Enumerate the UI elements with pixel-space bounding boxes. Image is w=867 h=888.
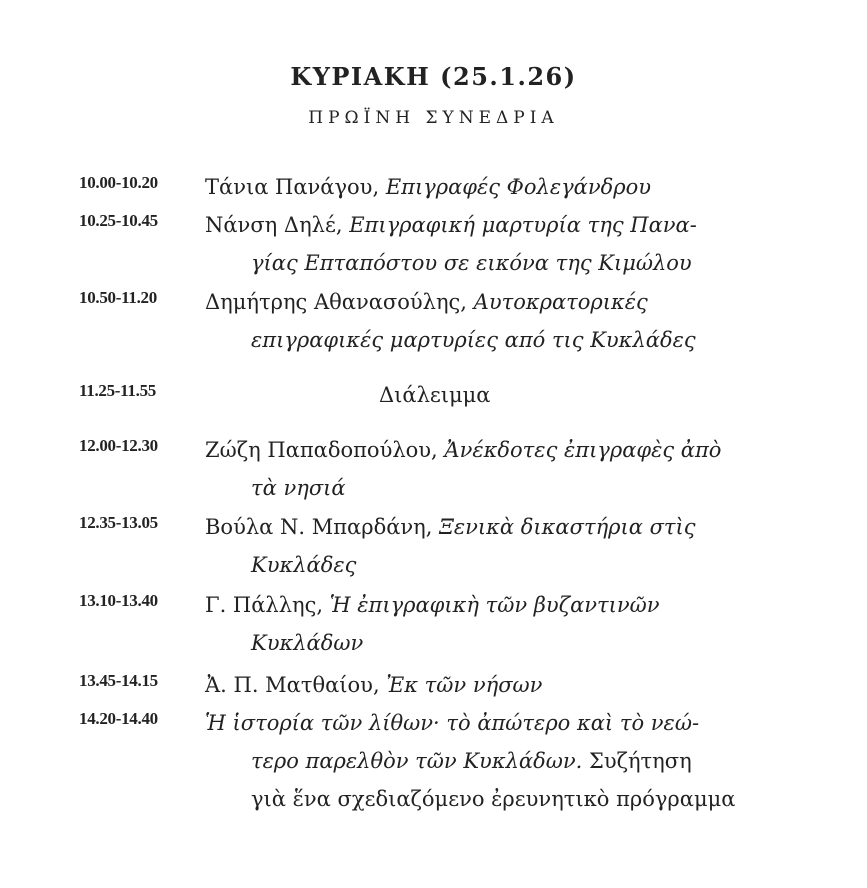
talk-title: Ἐκ τῶν νήσων (386, 673, 543, 697)
speaker-name: Τάνια Πανάγου, (205, 175, 380, 199)
time-slot: 11.25-11.55 (79, 381, 156, 400)
time-slot: 12.35-13.05 (79, 513, 158, 532)
speaker-name: Νάνση Δηλέ, (205, 213, 343, 237)
talk-title-continuation: γίας Επταπόστου σε εικόνα της Κιμώλου (251, 251, 692, 275)
speaker-name: Βούλα Ν. Μπαρδάνη, (205, 515, 433, 539)
talk-entry (205, 431, 785, 507)
talk-title-continuation: επιγραφικές μαρτυρίες από τις Κυκλάδες (251, 328, 696, 352)
talk-title: Ἡ ἱστορία τῶν λίθων· τὸ ἀπώτερο καὶ τὸ νεώ- (205, 711, 700, 735)
break-label: Διάλειμμα (379, 383, 491, 407)
talk-entry (205, 508, 785, 584)
time-slot: 13.10-13.40 (79, 591, 158, 610)
talk-entry (205, 586, 785, 662)
time-slot: 13.45-14.15 (79, 671, 158, 690)
session-subtitle: ΠΡΩΪΝΗ ΣΥΝΕΔΡΙΑ (308, 108, 559, 128)
talk-title: Επιγραφές Φολεγάνδρου (385, 175, 651, 199)
talk-title: Ἡ ἐπιγραφικὴ τῶν βυζαντινῶν (329, 593, 660, 617)
talk-title: Αυτοκρατορικές (473, 290, 648, 314)
discussion-label: Συζήτηση (588, 749, 692, 773)
talk-title: Ξενικὰ δικαστήρια στὶς (439, 515, 696, 539)
talk-title-continuation: Κυκλάδων (251, 631, 364, 655)
talk-title-continuation: Κυκλάδες (251, 553, 357, 577)
page-title: ΚΥΡΙΑΚΗ (25.1.26) (290, 62, 577, 91)
talk-entry (205, 283, 785, 359)
talk-title-continuation: τὰ νησιά (251, 476, 346, 500)
speaker-name: Γ. Πάλλης, (205, 593, 324, 617)
speaker-name: Δημήτρης Αθανασούλης, (205, 290, 467, 314)
time-slot: 10.00-10.20 (79, 173, 158, 192)
talk-title-continuation: τερο παρελθὸν τῶν Κυκλάδων. (251, 749, 583, 773)
schedule-row-break (0, 376, 867, 414)
talk-entry (205, 206, 785, 282)
time-slot: 10.25-10.45 (79, 211, 158, 230)
speaker-name: Ζώζη Παπαδοπούλου, (205, 438, 438, 462)
talk-entry (205, 168, 785, 206)
time-slot: 14.20-14.40 (79, 709, 158, 728)
talk-entry (205, 666, 785, 704)
talk-entry (205, 704, 785, 818)
time-slot: 12.00-12.30 (79, 436, 158, 455)
talk-title-continuation: γιὰ ἕνα σχεδιαζόμενο ἐρευνητικὸ πρόγραμμα (251, 787, 736, 811)
time-slot: 10.50-11.20 (79, 288, 157, 307)
speaker-name: Ἀ. Π. Ματθαίου, (205, 673, 380, 697)
talk-title: Επιγραφική μαρτυρία της Πανα- (349, 213, 697, 237)
talk-title: Ἀνέκδοτες ἐπιγραφὲς ἀπὸ (444, 438, 722, 462)
